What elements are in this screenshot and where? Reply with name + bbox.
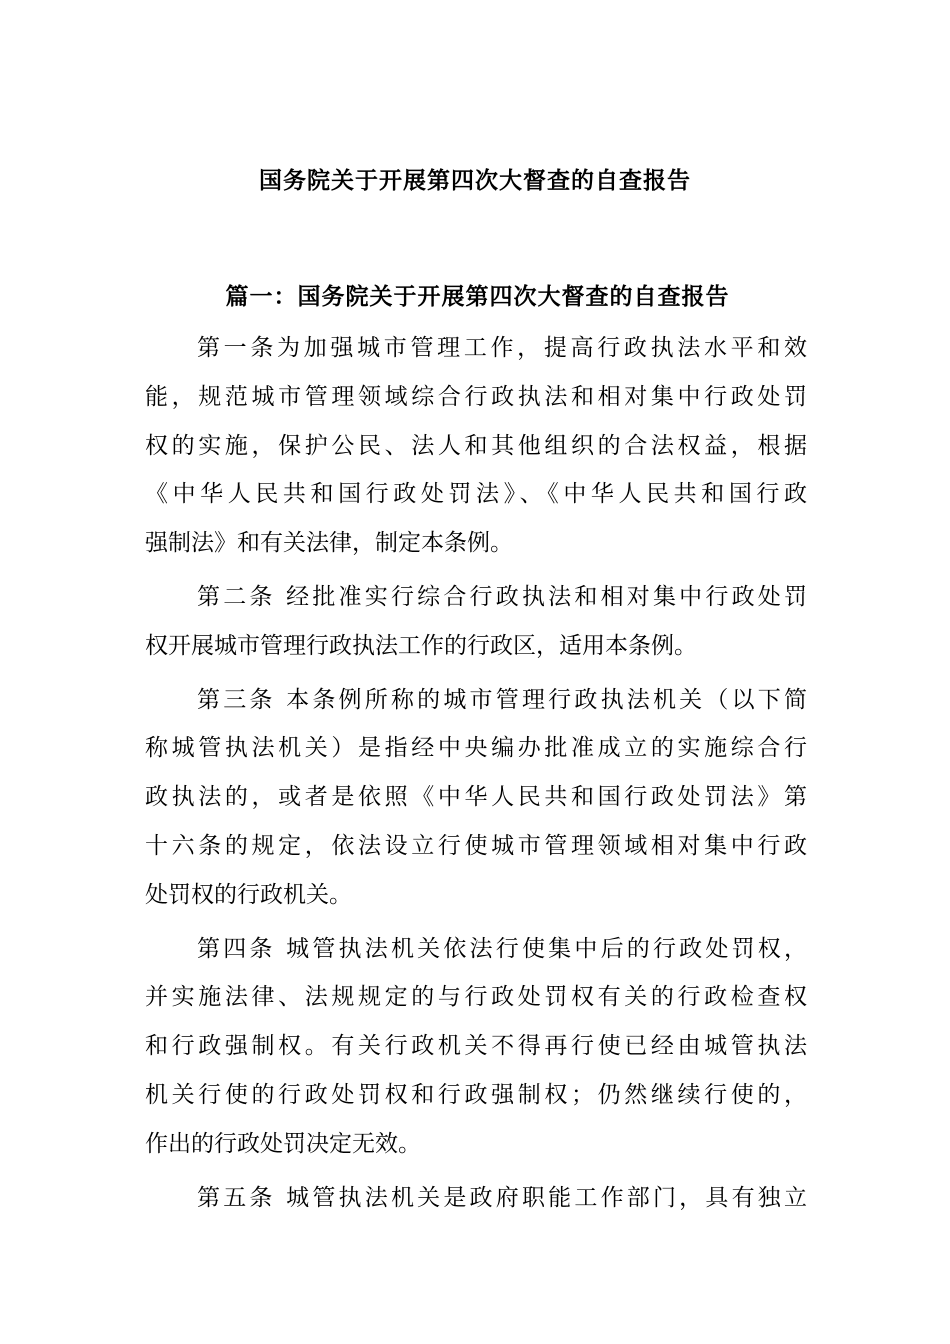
paragraph-line: 《中华人民共和国行政处罚法》、《中华人民共和国行政 [145, 481, 807, 508]
paragraph-line: 第二条 经批准实行综合行政执法和相对集中行政处罚 [197, 583, 807, 610]
paragraph-line: 第三条 本条例所称的城市管理行政执法机关（以下简 [197, 686, 807, 713]
paragraph-line: 强制法》和有关法律，制定本条例。 [145, 530, 513, 557]
paragraph-line: 权开展城市管理行政执法工作的行政区，适用本条例。 [145, 632, 697, 659]
paragraph-line: 第一条为加强城市管理工作，提高行政执法水平和效 [197, 335, 807, 361]
paragraph-line: 第四条 城管执法机关依法行使集中后的行政处罚权， [197, 935, 807, 962]
document-body [145, 324, 807, 1227]
document-title: 国务院关于开展第四次大督查的自查报告 [259, 167, 691, 194]
paragraph [145, 925, 807, 1169]
paragraph-line: 政执法的，或者是依照《中华人民共和国行政处罚法》第 [145, 784, 807, 811]
paragraph-line: 称城管执法机关）是指经中央编办批准成立的实施综合行 [145, 735, 807, 762]
paragraph-line: 权的实施，保护公民、法人和其他组织的合法权益，根据 [145, 432, 807, 459]
paragraph [145, 1174, 807, 1223]
paragraph [145, 676, 807, 920]
paragraph-line: 和行政强制权。有关行政机关不得再行使已经由城管执法 [145, 1033, 807, 1060]
paragraph-line: 并实施法律、法规规定的与行政处罚权有关的行政检查权 [145, 984, 807, 1011]
paragraph-line: 十六条的规定，依法设立行使城市管理领域相对集中行政 [145, 832, 807, 859]
paragraph-line: 处罚权的行政机关。 [145, 881, 352, 908]
paragraph-line: 第五条 城管执法机关是政府职能工作部门，具有独立 [197, 1184, 807, 1211]
paragraph-line: 机关行使的行政处罚权和行政强制权；仍然继续行使的， [145, 1081, 807, 1108]
paragraph-line: 作出的行政处罚决定无效。 [145, 1130, 421, 1157]
section-heading: 篇一：国务院关于开展第四次大督查的自查报告 [225, 283, 730, 310]
paragraph [145, 324, 807, 568]
paragraph [145, 573, 807, 671]
paragraph-line: 能，规范城市管理领域综合行政执法和相对集中行政处罚 [145, 383, 807, 410]
